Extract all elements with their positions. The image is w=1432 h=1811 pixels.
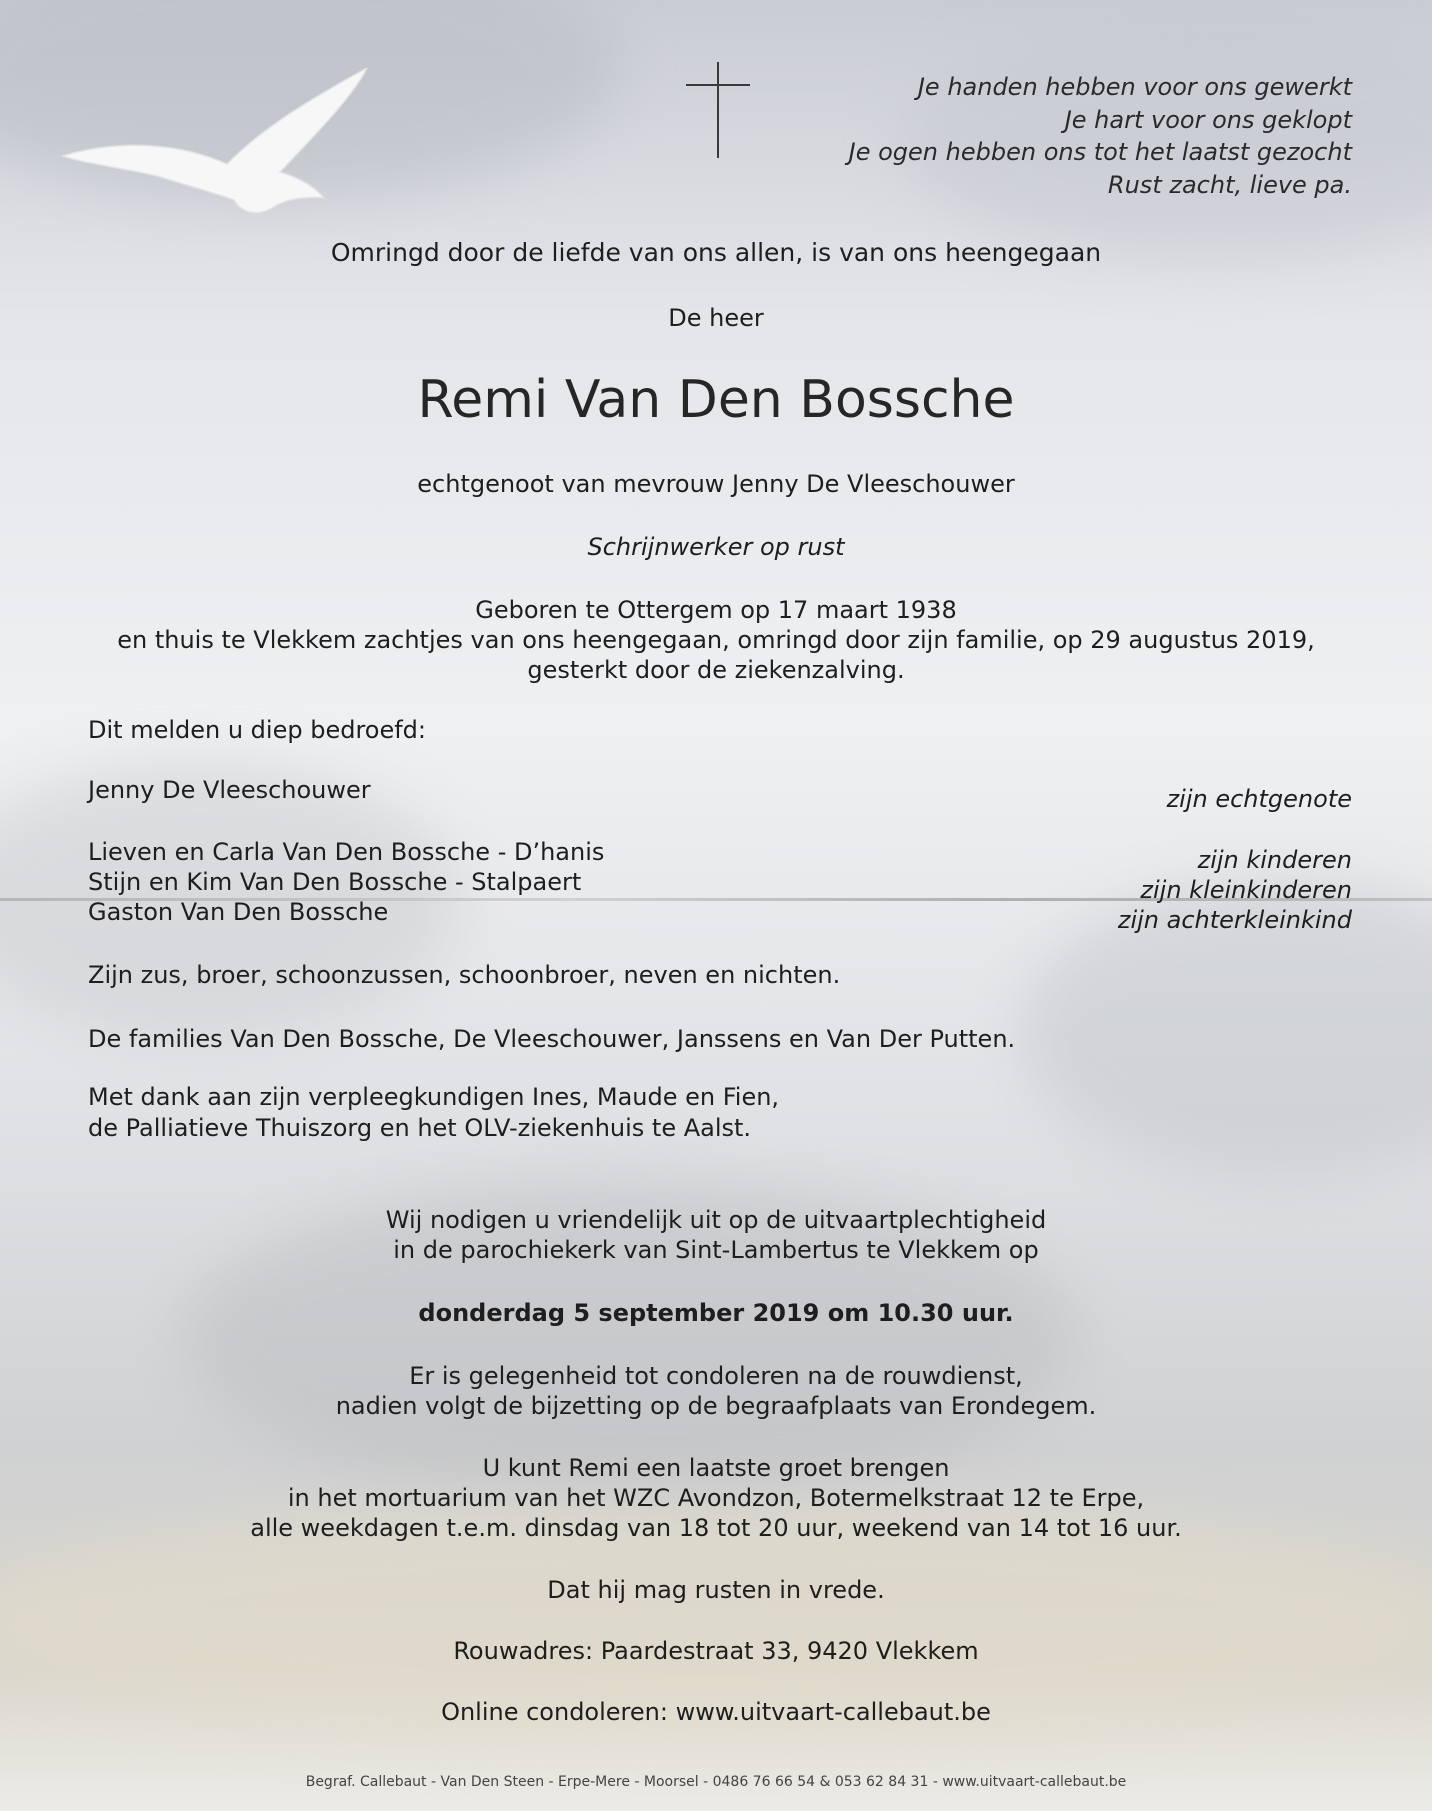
visitation-line: alle weekdagen t.e.m. dinsdag van 18 tot 20 uur, weekend van 14 tot 16 uur. bbox=[250, 1514, 1182, 1542]
poem-line: Je hart voor ons geklopt bbox=[1064, 105, 1352, 134]
spouse-line: echtgenoot van mevrouw Jenny De Vleeschouwer bbox=[417, 470, 1015, 498]
deceased-name: Remi Van Den Bossche bbox=[417, 370, 1015, 430]
intro-text: Omringd door de liefde van ons allen, is van ons heengegaan bbox=[330, 238, 1102, 267]
footer-undertaker: Begraf. Callebaut - Van Den Steen - Erpe-Mere - Moorsel - 0486 76 66 54 & 053 62 84 31 - www.uitvaart-callebaut.be bbox=[305, 1774, 1127, 1790]
thanks-line: de Palliatieve Thuiszorg en het OLV-ziekenhuis te Aalst. bbox=[88, 1114, 752, 1142]
relative-name: Lieven en Carla Van Den Bossche - D’hanis bbox=[88, 838, 605, 866]
relative-relation: zijn kleinkinderen bbox=[1140, 876, 1352, 904]
relative-name: Stijn en Kim Van Den Bossche - Stalpaert bbox=[88, 868, 582, 896]
condolence-line: Er is gelegenheid tot condoleren na de rouwdienst, bbox=[409, 1362, 1023, 1390]
cross-icon bbox=[686, 62, 750, 158]
death-line: en thuis te Vlekkem zachtjes van ons heengegaan, omringd door zijn familie, op 29 augustus 2019, bbox=[117, 626, 1315, 654]
birth-line: Geboren te Ottergem op 17 maart 1938 bbox=[475, 596, 957, 624]
relative-name: Jenny De Vleeschouwer bbox=[88, 776, 371, 804]
seagull-icon bbox=[62, 68, 412, 228]
announcers-heading: Dit melden u diep bedroefd: bbox=[88, 716, 427, 744]
poem-line: Rust zacht, lieve pa. bbox=[1107, 170, 1352, 199]
sacrament-line: gesterkt door de ziekenzalving. bbox=[527, 656, 905, 684]
visitation-line: U kunt Remi een laatste groet brengen bbox=[482, 1454, 950, 1482]
poem-line: Je handen hebben voor ons gewerkt bbox=[917, 73, 1352, 101]
poem-line: Je ogen hebben ons tot het laatst gezocht bbox=[848, 138, 1352, 166]
online-condolence: Online condoleren: www.uitvaart-callebaut.be bbox=[441, 1698, 991, 1726]
relative-relation: zijn echtgenote bbox=[1166, 785, 1352, 813]
service-datetime: donderdag 5 september 2019 om 10.30 uur. bbox=[418, 1299, 1014, 1327]
invitation-line: Wij nodigen u vriendelijk uit op de uitvaartplechtigheid bbox=[385, 1206, 1047, 1234]
invitation-line: in de parochiekerk van Sint-Lambertus te Vlekkem op bbox=[393, 1236, 1039, 1264]
families-line: De families Van Den Bossche, De Vleeschouwer, Janssens en Van Der Putten. bbox=[88, 1025, 1016, 1053]
relative-relation: zijn achterkleinkind bbox=[1117, 906, 1352, 934]
relative-name: Gaston Van Den Bossche bbox=[88, 898, 389, 926]
mourning-address: Rouwadres: Paardestraat 33, 9420 Vlekkem bbox=[453, 1637, 979, 1665]
visitation-line: in het mortuarium van het WZC Avondzon, Botermelkstraat 12 te Erpe, bbox=[287, 1484, 1145, 1512]
poem bbox=[849, 71, 1352, 201]
closing-line: Dat hij mag rusten in vrede. bbox=[547, 1576, 885, 1604]
siblings-line: Zijn zus, broer, schoonzussen, schoonbroer, neven en nichten. bbox=[88, 961, 841, 989]
condolence-line: nadien volgt de bijzetting op de begraafplaats van Erondegem. bbox=[335, 1392, 1097, 1420]
thanks-line: Met dank aan zijn verpleegkundigen Ines, Maude en Fien, bbox=[88, 1083, 780, 1111]
salutation: De heer bbox=[668, 304, 764, 332]
relative-relation: zijn kinderen bbox=[1197, 846, 1352, 874]
occupation: Schrijnwerker op rust bbox=[587, 533, 845, 561]
